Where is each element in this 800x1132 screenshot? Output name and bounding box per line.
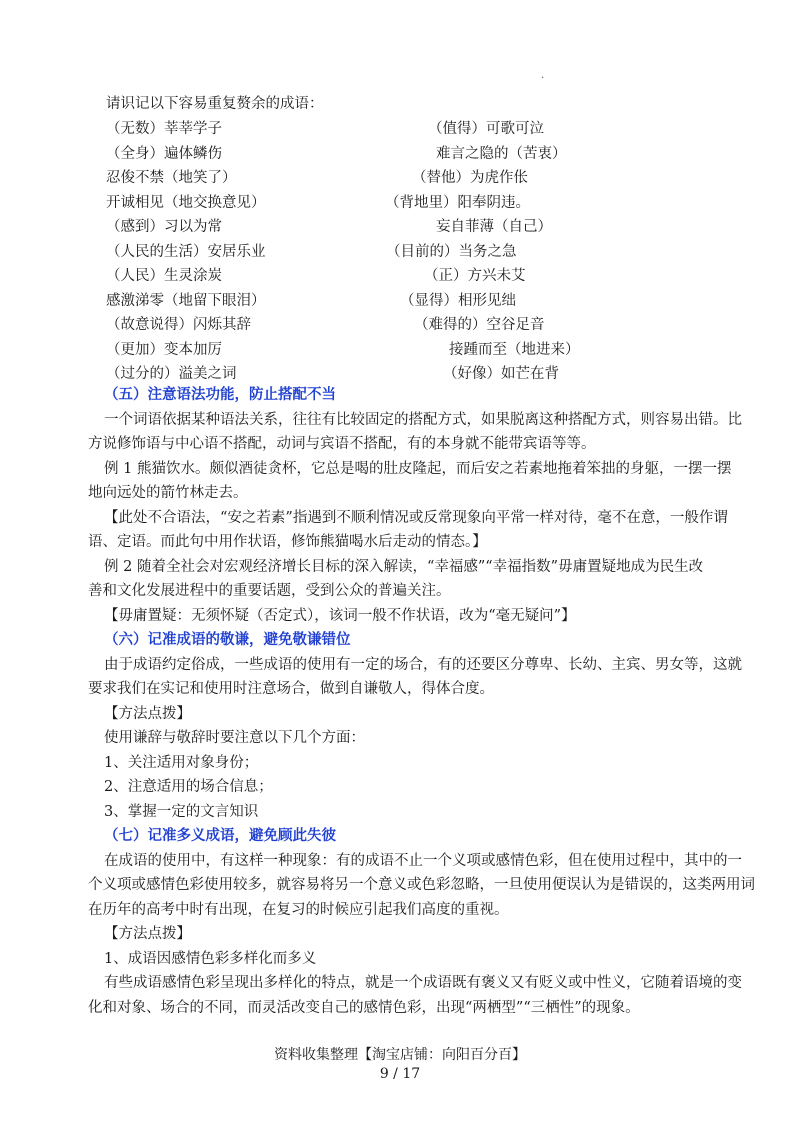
idiom-row [0, 240, 800, 265]
idiom-left: （故意说得）闪烁其辞 [106, 317, 251, 333]
idiom-right: （难得的）空谷足音 [414, 317, 545, 333]
text-line: 2、注意适用的场合信息； [104, 779, 273, 795]
text-line: 【毋庸置疑：无须怀疑（否定式），该词一般不作状语，改为“毫无疑问”】 [104, 607, 576, 624]
footer-source: 资料收集整理【淘宝店铺：向阳百分百】 [274, 1047, 526, 1063]
idiom-right: （显得）相形见绌 [400, 292, 516, 309]
text-line: 化和对象、场合的不同，而灵活改变自己的感情色彩，出现“两栖型”“三栖性”的现象。 [88, 999, 640, 1016]
text-line: 个义项或感情色彩使用较多，就容易将另一个意义或色彩忽略，一旦使用便误认为是错误的，这类两用词 [88, 877, 755, 893]
idiom-right: 难言之隐的（苦衷） [436, 145, 567, 162]
text-line: 善和文化发展进程中的重要话题，受到公众的普遍关注。 [88, 583, 451, 599]
text-line: 一个词语依据某种语法关系，往往有比较固定的搭配方式，如果脱离这种搭配方式，则容易出错。比 [104, 411, 742, 428]
text-line: 方说修饰语与中心语不搭配，动词与宾语不搭配，有的本身就不能带宾语等等。 [88, 436, 596, 452]
idiom-left: （无数）莘莘学子 [106, 121, 222, 137]
idiom-left: （感到）习以为常 [106, 219, 222, 235]
idiom-left: （过分的）溢美之词 [106, 366, 237, 382]
text-line: 要求我们在实记和使用时注意场合，做到自谦敬人，得体合度。 [88, 681, 494, 697]
idiom-right: （替他）为虎作伥 [412, 170, 528, 186]
idiom-row [0, 362, 800, 387]
idiom-row [0, 215, 800, 240]
idiom-row [0, 166, 800, 191]
idiom-left: 开诚相见（地交换意见） [106, 194, 266, 211]
idiom-row [0, 191, 800, 216]
text-line: 在历年的高考中时有出现，在复习的时候应引起我们高度的重视。 [88, 901, 509, 918]
idiom-left: 感激涕零（地留下眼泪） [106, 292, 266, 309]
idiom-right: （目前的）当务之急 [386, 243, 517, 260]
idiom-right: 妄自菲薄（自己） [436, 219, 552, 235]
section-heading: （七）记准多义成语，避免顾此失彼 [104, 827, 336, 844]
text-line: 由于成语约定俗成，一些成语的使用有一定的场合，有的还要区分尊卑、长幼、主宾、男女等，这就 [104, 656, 742, 673]
idiom-right: （值得）可歌可泣 [428, 121, 544, 137]
idiom-row [0, 289, 800, 314]
text-line: 【此处不合语法，“安之若素”指遇到不顺利情况或反常现象向平常一样对待，毫不在意，一般作谓 [104, 509, 728, 526]
idiom-row [0, 142, 800, 167]
idiom-left: （更加）变本加厉 [106, 341, 222, 358]
text-line: 地向远处的箭竹林走去。 [88, 485, 248, 501]
text-line: 【方法点拨】 [104, 926, 191, 942]
idiom-row [0, 117, 800, 142]
idiom-left: （人民）生灵涂炭 [106, 268, 222, 284]
top-mark: . [541, 70, 545, 81]
text-line: 使用谦辞与敬辞时要注意以下几个方面： [104, 730, 365, 746]
text-line: 1、成语因感情色彩多样化而多义 [104, 950, 317, 967]
text-line: 例 2 随着全社会对宏观经济增长目标的深入解读，“幸福感”“幸福指数”毋庸置疑地成为民生改 [104, 558, 704, 575]
text-line: 在成语的使用中，有这样一种现象：有的成语不止一个义项或感情色彩，但在使用过程中，其中的一 [104, 852, 742, 869]
page-footer [0, 1046, 800, 1084]
body-text [88, 385, 755, 1022]
text-line: 有些成语感情色彩呈现出多样化的特点，就是一个成语既有褒义又有贬义或中性义，它随着语境的变 [104, 975, 742, 991]
idiom-right: （好像）如芒在背 [443, 366, 559, 382]
idiom-left: （人民的生活）安居乐业 [106, 243, 266, 260]
text-line: 【方法点拨】 [104, 705, 191, 722]
text-line: 1、关注适用对象身份； [104, 754, 259, 771]
section-heading: （六）记准成语的敬谦，避免敬谦错位 [104, 631, 351, 648]
idiom-right: 接踵而至（地进来） [449, 341, 580, 358]
idiom-list [0, 117, 800, 387]
intro-line: 请识记以下容易重复赘余的成语： [106, 96, 324, 112]
idiom-right: （背地里）阳奉阴违。 [385, 194, 530, 211]
page-number: 9 / 17 [379, 1066, 421, 1082]
text-line: 例 1 熊猫饮水。颇似酒徒贪杯，它总是喝的肚皮隆起，而后安之若素地拖着笨拙的身躯，一摆一摆 [104, 460, 732, 477]
idiom-row [0, 338, 800, 363]
text-line: 语、定语。而此句中用作状语，修饰熊猫喝水后走动的情态。】 [88, 534, 487, 550]
idiom-row [0, 264, 800, 289]
idiom-left: 忍俊不禁（地笑了） [106, 170, 237, 186]
idiom-right: （正）方兴未艾 [424, 268, 526, 284]
idiom-left: （全身）遍体鳞伤 [106, 145, 222, 162]
section-heading: （五）注意语法功能，防止搭配不当 [104, 386, 336, 403]
text-line: 3、掌握一定的文言知识 [104, 803, 259, 820]
idiom-row [0, 313, 800, 338]
